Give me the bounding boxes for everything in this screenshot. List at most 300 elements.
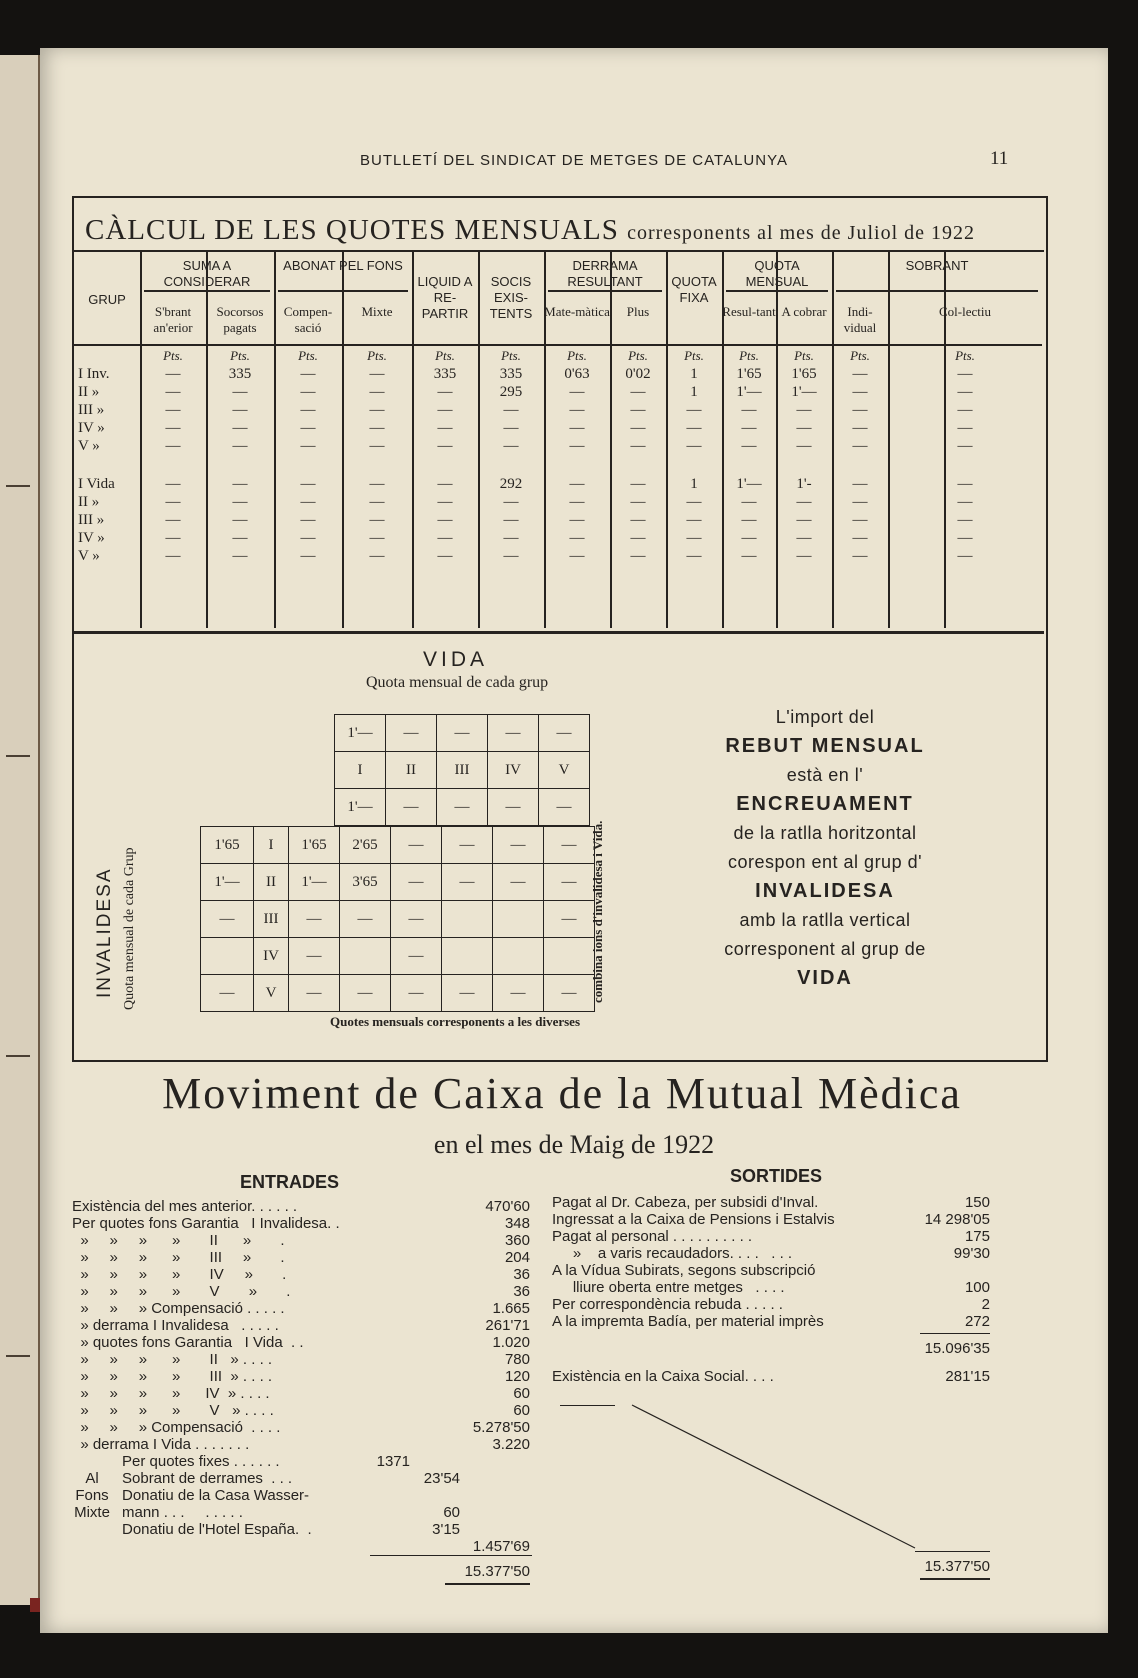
table-cell: — (957, 384, 973, 400)
note-line: està en l' (786, 765, 864, 785)
table-cell: 335 (228, 366, 252, 382)
table-group-header: ABONAT PEL FONS (283, 258, 403, 273)
vida-cell: 1'— (335, 715, 386, 752)
table-sub-header: Socorsos pagats (216, 304, 264, 335)
table-cell: — (630, 530, 646, 546)
invalidesa-label: INVALIDESA (94, 867, 115, 998)
entrada-line: » » » » V » . (72, 1283, 291, 1300)
table-cell: 1'- (796, 476, 812, 492)
table-cell: — (741, 494, 757, 510)
unit-label: Pts. (501, 348, 521, 363)
combo-cell (493, 938, 544, 975)
table-cell: — (569, 476, 585, 492)
table-cell: — (437, 384, 453, 400)
inv-quota-cell: — (201, 975, 254, 1012)
table-cell: — (369, 402, 385, 418)
running-header: BUTLLETÍ DEL SINDICAT DE METGES DE CATALUNYA (360, 152, 788, 169)
vida-cell: II (386, 752, 437, 789)
table-group-header: QUOTA FIXA (671, 274, 717, 305)
grup-cell: III » (78, 402, 105, 418)
group-rule (836, 290, 1038, 292)
table-cell: — (957, 548, 973, 564)
fons-line: Per quotes fixes . . . . . . (122, 1453, 280, 1470)
vida-cell: — (539, 789, 590, 826)
table-cell: — (630, 494, 646, 510)
table-cell: 1 (690, 384, 698, 400)
table-cell: — (503, 402, 519, 418)
combo-cell: — (493, 864, 544, 901)
table-cell: — (165, 548, 181, 564)
entrada-value: 470'60 (485, 1198, 530, 1215)
fons-label-line: Fons (75, 1487, 109, 1504)
table-cell: — (503, 438, 519, 454)
grup-cell: II » (78, 384, 100, 400)
table-cell: — (630, 512, 646, 528)
table-cell: — (165, 530, 181, 546)
table-cell: — (957, 366, 973, 382)
combo-cell: — (391, 975, 442, 1012)
table-cell: — (852, 476, 868, 492)
vida-cell: — (437, 715, 488, 752)
table-cell: — (437, 494, 453, 510)
entrada-value: 60 (513, 1402, 530, 1419)
table-cell: 295 (499, 384, 523, 400)
table-cell: — (852, 384, 868, 400)
table-cell: — (369, 530, 385, 546)
group-rule (278, 290, 408, 292)
combo-cell: — (391, 938, 442, 975)
note-line: corespon ent al grup d' (727, 852, 923, 872)
table-cell: — (852, 530, 868, 546)
fons-line: mann . . . . . . . . (122, 1504, 243, 1521)
unit-label: Pts. (684, 348, 704, 363)
table-cell: — (852, 366, 868, 382)
entrada-line: » » » » III » . (72, 1249, 285, 1266)
fons-line: Sobrant de derrames . . . (122, 1470, 293, 1487)
entrada-value: 36 (513, 1283, 530, 1300)
quota-title: CÀLCUL DE LES QUOTES MENSUALS corresponents al mes de Juliol de 1922 (85, 214, 976, 246)
combo-cell: 1'— (289, 864, 340, 901)
combo-cell: 2'65 (340, 827, 391, 864)
entrada-value: 780 (504, 1351, 530, 1368)
sortida-line: Per correspondència rebuda . . . . . (552, 1296, 783, 1313)
entrada-line: » quotes fons Garantia I Vida . . (72, 1334, 304, 1351)
table-sub-header: A cobrar (781, 304, 827, 319)
table-cell: — (300, 438, 316, 454)
table-header-rule (74, 344, 1042, 346)
table-cell: — (369, 420, 385, 436)
matrix-bottom-label: Quotes mensuals corresponents a les diverses (330, 1014, 581, 1029)
table-cell: 1'— (736, 476, 762, 492)
table-cell: — (957, 438, 973, 454)
vida-cell: — (488, 789, 539, 826)
combo-cell: — (391, 864, 442, 901)
table-cell: — (503, 420, 519, 436)
combo-cell: — (289, 938, 340, 975)
table-cell: — (796, 438, 812, 454)
sortida-value (900, 1262, 990, 1279)
sortides-subtotal: 15.096'35 (924, 1340, 990, 1357)
table-cell: 0'63 (564, 366, 590, 382)
table-cell: — (741, 512, 757, 528)
table-cell: — (300, 530, 316, 546)
table-cell: — (569, 402, 585, 418)
sortida-line: A la Vídua Subirats, segons subscripció (552, 1262, 816, 1279)
grup-cell: V » (78, 438, 100, 454)
fons-line: Donatiu de la Casa Wasser- (122, 1487, 310, 1504)
table-cell: 1 (690, 366, 698, 382)
table-cell: — (686, 530, 702, 546)
fons-b-value (380, 1453, 460, 1470)
entrada-line: » » » » II » . . . . (72, 1351, 273, 1368)
table-cell: — (232, 402, 248, 418)
table-cell: — (437, 402, 453, 418)
vida-subtitle: Quota mensual de cada grup (366, 674, 549, 691)
table-cell: — (630, 476, 646, 492)
table-cell: — (957, 494, 973, 510)
table-cell: — (300, 548, 316, 564)
vida-cell: III (437, 752, 488, 789)
grup-cell: IV » (78, 420, 105, 436)
table-cell: — (503, 530, 519, 546)
table-cell: — (232, 548, 248, 564)
combo-cell: — (289, 901, 340, 938)
fons-label-line: Mixte (74, 1504, 110, 1521)
table-cell: — (569, 384, 585, 400)
fons-line: Donatiu de l'Hotel España. . (122, 1521, 312, 1538)
note-line: VIDA (797, 967, 853, 989)
table-cell: — (957, 530, 973, 546)
book-spine (0, 55, 40, 1605)
table-cell: — (300, 512, 316, 528)
table-cell: 335 (433, 366, 457, 382)
sortida-value: 2 (981, 1296, 990, 1313)
table-cell: — (957, 476, 973, 492)
fons-mixte-label (72, 1470, 112, 1521)
table-cell: — (165, 494, 181, 510)
table-cell: 0'02 (625, 366, 651, 382)
table-cell: — (686, 402, 702, 418)
entrada-line: » » » Compensació . . . . . (72, 1300, 285, 1317)
table-cell: — (630, 420, 646, 436)
combo-cell (442, 938, 493, 975)
table-sub-header: Mixte (361, 304, 393, 319)
table-cell: — (232, 476, 248, 492)
sortides-values (900, 1194, 990, 1330)
table-cell: 292 (499, 476, 523, 492)
table-cell: — (796, 494, 812, 510)
combo-cell: 1'65 (289, 827, 340, 864)
note-line: ENCREUAMENT (736, 793, 914, 815)
vida-cell: 1'— (335, 789, 386, 826)
matrix-right-label: combina ions d'invalidesa i Vida. (590, 820, 605, 1003)
table-cell: — (852, 548, 868, 564)
combo-cell: — (289, 975, 340, 1012)
table-cell: — (369, 384, 385, 400)
table-sub-header: Resul-tant (722, 304, 776, 319)
table-cell: — (796, 402, 812, 418)
note-line: INVALIDESA (755, 880, 895, 902)
table-cell: — (569, 548, 585, 564)
table-cell: — (569, 438, 585, 454)
unit-label: Pts. (850, 348, 870, 363)
table-cell: — (686, 548, 702, 564)
entrada-value: 120 (504, 1368, 530, 1385)
vida-cell: — (437, 789, 488, 826)
fons-a-value: 1371 (376, 1453, 410, 1470)
table-cell: — (232, 494, 248, 510)
entrada-value: 5.278'50 (472, 1419, 530, 1436)
unit-label: Pts. (230, 348, 250, 363)
fons-b-value: 3'15 (432, 1521, 460, 1538)
table-cell: — (165, 366, 181, 382)
table-cell: — (741, 420, 757, 436)
table-cell: — (686, 494, 702, 510)
inv-quota-cell (201, 938, 254, 975)
unit-label: Pts. (739, 348, 759, 363)
sortida-line: » a varis recaudadors. . . . . . . (552, 1245, 793, 1262)
inv-group-cell: III (254, 901, 289, 938)
entrades-values (420, 1198, 530, 1453)
unit-label: Pts. (435, 348, 455, 363)
entrada-line: » » » » IV » . . . . (72, 1385, 270, 1402)
sortida-value: 272 (964, 1313, 990, 1330)
table-cell: — (437, 530, 453, 546)
table-sub-header: Compen-sació (283, 304, 333, 335)
inv-group-cell: II (254, 864, 289, 901)
combo-cell: — (391, 901, 442, 938)
table-sub-header: Indi-vidual (843, 304, 877, 335)
page (40, 48, 1108, 1633)
vida-cell: I (335, 752, 386, 789)
table-cell: — (852, 438, 868, 454)
vida-cell: — (488, 715, 539, 752)
inv-group-cell: V (254, 975, 289, 1012)
table-group-header: SOCIS EXIS-TENTS (489, 274, 533, 321)
table-cell: — (232, 438, 248, 454)
sortides-list (552, 1194, 902, 1330)
table-cell: — (232, 530, 248, 546)
unit-label: Pts. (163, 348, 183, 363)
table-sub-header: S'brant an'erior (153, 304, 193, 335)
sortida-value: 99'30 (953, 1245, 990, 1262)
sortida-line: A la impremta Badía, per material imprès (552, 1313, 824, 1330)
fons-b-value: 60 (443, 1504, 460, 1521)
note-line: L'import del (775, 707, 875, 727)
vida-cell: — (386, 715, 437, 752)
table-cell: — (852, 512, 868, 528)
inv-group-cell: IV (254, 938, 289, 975)
table-cell: — (741, 438, 757, 454)
table-group-header: LIQUID A RE-PARTIR (417, 274, 473, 321)
table-cell: 1'65 (736, 366, 762, 382)
unit-label: Pts. (955, 348, 975, 363)
entrada-line: » » » Compensació . . . . (72, 1419, 281, 1436)
table-cell: — (165, 512, 181, 528)
table-cell: — (569, 420, 585, 436)
table-cell: — (852, 494, 868, 510)
note-line: REBUT MENSUAL (725, 735, 925, 757)
sortida-value: 150 (964, 1194, 990, 1211)
table-cell: — (300, 402, 316, 418)
unit-label: Pts. (794, 348, 814, 363)
table-cell: — (165, 420, 181, 436)
table-cell: — (165, 438, 181, 454)
unit-label: Pts. (367, 348, 387, 363)
vida-title: VIDA (423, 648, 489, 671)
table-cell: — (369, 438, 385, 454)
group-rule (144, 290, 270, 292)
table-cell: — (300, 366, 316, 382)
entrada-value: 348 (504, 1215, 530, 1232)
table-cell: — (165, 476, 181, 492)
combo-cell: — (442, 827, 493, 864)
grup-cell: I Vida (78, 476, 115, 492)
combo-cell (493, 901, 544, 938)
existencia-value: 281'15 (945, 1368, 990, 1385)
table-cell: — (232, 384, 248, 400)
note-line: amb la ratlla vertical (739, 910, 911, 930)
inv-quota-cell: — (201, 901, 254, 938)
fons-b-value (380, 1487, 460, 1504)
inv-quota-cell: 1'— (201, 864, 254, 901)
entrada-line: » » » » IV » . (72, 1266, 287, 1283)
table-cell: — (686, 438, 702, 454)
table-cell: — (369, 476, 385, 492)
invalidesa-grid (200, 826, 595, 1012)
entrada-line: Per quotes fons Garantia I Invalidesa. . (72, 1215, 340, 1232)
entrada-value: 360 (504, 1232, 530, 1249)
quota-table (74, 252, 1042, 632)
inv-group-cell: I (254, 827, 289, 864)
table-group-header: SOBRANT (905, 258, 969, 273)
entrada-line: » » » » V » . . . . (72, 1402, 274, 1419)
entrada-value: 204 (504, 1249, 530, 1266)
entrades-heading: ENTRADES (240, 1172, 340, 1192)
existencia-label: Existència en la Caixa Social. . . . (552, 1368, 774, 1385)
table-cell: — (796, 420, 812, 436)
table-cell: — (165, 402, 181, 418)
table-cell: — (503, 548, 519, 564)
table-cell: — (503, 494, 519, 510)
grup-cell: I Inv. (78, 366, 110, 382)
combo-cell: — (391, 827, 442, 864)
sortida-value: 100 (964, 1279, 990, 1296)
unit-label: Pts. (567, 348, 587, 363)
table-cell: — (300, 494, 316, 510)
table-cell: — (741, 548, 757, 564)
note-line: corresponent al grup de (724, 939, 926, 959)
table-cell: — (569, 494, 585, 510)
entrada-value: 1.665 (492, 1300, 530, 1317)
combo-cell: — (544, 864, 595, 901)
entrada-line: » » » » II » . (72, 1232, 285, 1249)
table-sub-header: Col-lectiu (939, 304, 991, 319)
table-sub-header: Plus (626, 304, 650, 319)
combo-cell: — (340, 975, 391, 1012)
table-cell: — (630, 402, 646, 418)
table-cell: — (957, 402, 973, 418)
table-cell: — (852, 420, 868, 436)
entrada-value: 261'71 (485, 1317, 530, 1334)
grup-header: GRUP (88, 292, 126, 307)
note-line: de la ratlla horitzontal (733, 823, 917, 843)
table-cell: 1'— (736, 384, 762, 400)
entrades-total: 15.377'50 (464, 1563, 530, 1580)
entrada-value: 36 (513, 1266, 530, 1283)
fons-total: 1.457'69 (472, 1538, 530, 1555)
grup-cell: IV » (78, 530, 105, 546)
combo-cell: 3'65 (340, 864, 391, 901)
table-cell: 1 (690, 476, 698, 492)
sortida-line: Ingressat a la Caixa de Pensions i Estalvis (552, 1211, 835, 1228)
table-cell: — (300, 420, 316, 436)
entrada-line: » derrama I Vida . . . . . . . (72, 1436, 250, 1453)
table-cell: 1'— (791, 384, 817, 400)
table-cell: — (852, 402, 868, 418)
group-rule (726, 290, 828, 292)
table-cell: 335 (499, 366, 523, 382)
balance-diagonal (630, 1403, 920, 1553)
grup-cell: V » (78, 548, 100, 564)
table-cell: — (437, 476, 453, 492)
table-cell: — (796, 548, 812, 564)
combo-cell: — (493, 827, 544, 864)
unit-label: Pts. (628, 348, 648, 363)
combo-cell: — (493, 975, 544, 1012)
entrada-line: » » » » III » . . . . (72, 1368, 273, 1385)
combo-cell: — (544, 827, 595, 864)
table-cell: — (300, 476, 316, 492)
table-cell: — (630, 548, 646, 564)
table-group-header: DERRAMA RESULTANT (567, 258, 643, 289)
vida-cell: — (539, 715, 590, 752)
table-cell: — (437, 548, 453, 564)
fons-label-line: Al (85, 1470, 99, 1487)
table-cell: — (741, 402, 757, 418)
table-cell: — (165, 384, 181, 400)
table-cell: — (569, 530, 585, 546)
vida-cell: — (386, 789, 437, 826)
table-group-header: SUMA A CONSIDERAR (163, 258, 251, 289)
combo-cell (442, 901, 493, 938)
vida-cell: V (539, 752, 590, 789)
combo-cell (544, 938, 595, 975)
table-group-header: QUOTA MENSUAL (745, 258, 809, 289)
entrada-value: 60 (513, 1385, 530, 1402)
entrada-line: Existència del mes anterior. . . . . . (72, 1198, 298, 1215)
fons-b-value: 23'54 (423, 1470, 460, 1487)
table-cell: — (686, 512, 702, 528)
sortida-value: 175 (964, 1228, 990, 1245)
combo-cell: — (544, 901, 595, 938)
sortida-line: Pagat al personal . . . . . . . . . . (552, 1228, 753, 1245)
table-cell: — (796, 530, 812, 546)
table-cell: — (437, 438, 453, 454)
table-cell: — (300, 384, 316, 400)
combo-cell: — (442, 975, 493, 1012)
table-cell: — (503, 512, 519, 528)
table-cell: — (741, 530, 757, 546)
table-sub-header: Mate-màtica (544, 304, 610, 319)
table-cell: — (569, 512, 585, 528)
entrada-line: » derrama I Invalidesa . . . . . (72, 1317, 279, 1334)
combination-matrix (140, 714, 660, 1044)
table-cell: — (437, 420, 453, 436)
inv-quota-cell: 1'65 (201, 827, 254, 864)
table-cell: — (369, 366, 385, 382)
grup-cell: III » (78, 512, 105, 528)
